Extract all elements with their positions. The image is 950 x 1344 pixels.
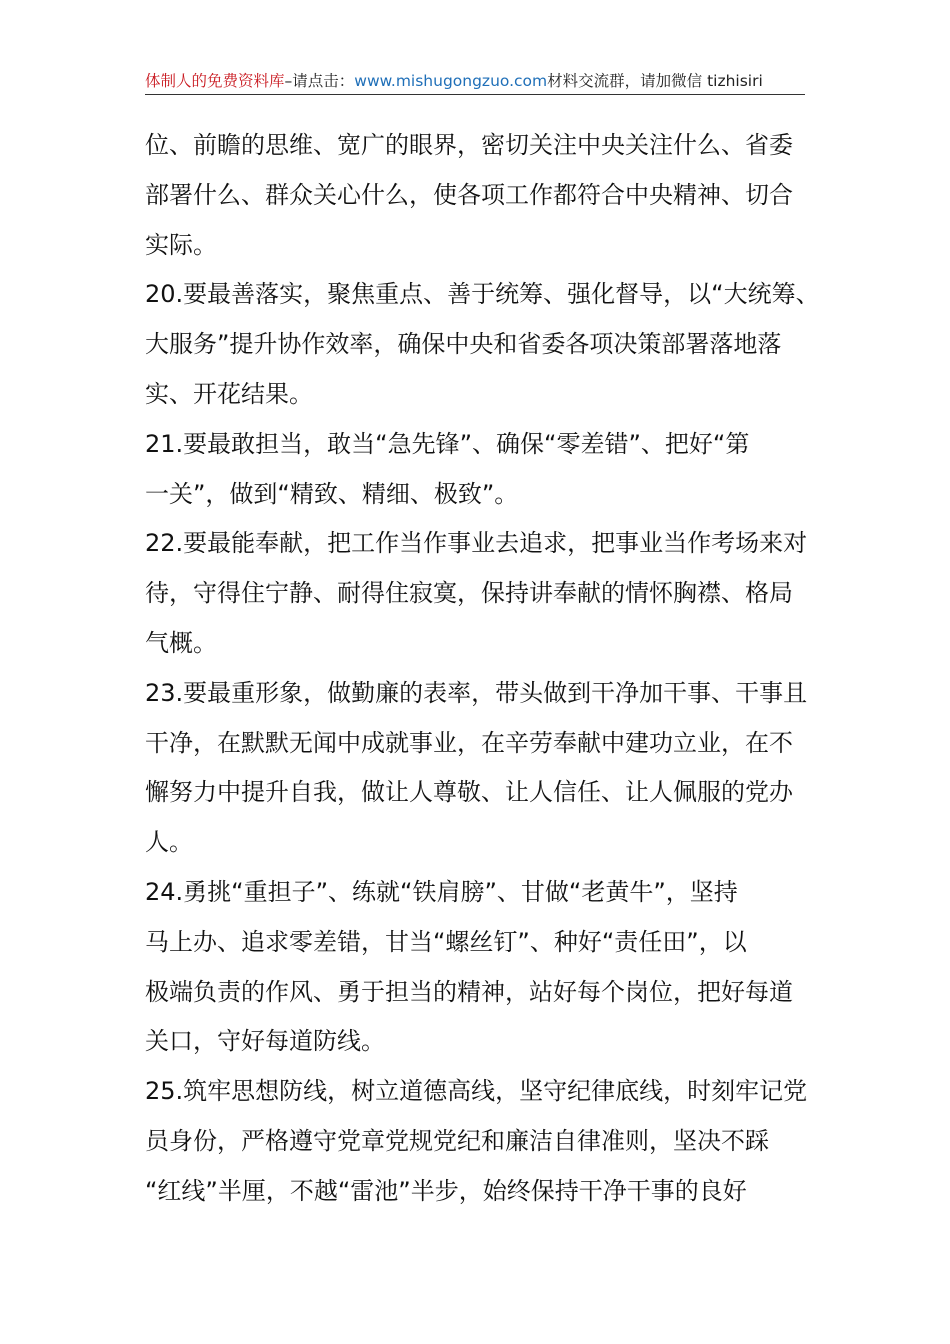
text-line: 干净，在默默无闻中成就事业，在辛劳奉献中建功立业，在不 <box>145 728 793 757</box>
text-line: 25.筑牢思想防线，树立道德高线，坚守纪律底线，时刻牢记党 <box>145 1077 808 1106</box>
document-body <box>145 121 820 1217</box>
text-line: 20.要最善落实，聚焦重点、善于统筹、强化督导，以“大统筹、 <box>145 280 820 309</box>
library-name: 体制人的免费资料库 <box>145 72 285 90</box>
text-line: 23.要最重形象，做勤廉的表率，带头做到干净加干事、干事且 <box>145 678 808 707</box>
text-line: 位、前瞻的思维、宽广的眼界，密切关注中央关注什么、省委 <box>145 131 793 159</box>
text-line: 21.要最敢担当，敢当“急先锋”、确保“零差错”、把好“第 <box>145 429 750 458</box>
text-line: 气概。 <box>145 628 217 657</box>
text-line: 关口，守好每道防线。 <box>145 1027 385 1056</box>
text-line: 实际。 <box>145 230 217 259</box>
text-line: 极端负责的作风、勇于担当的精神，站好每个岗位，把好每道 <box>145 977 793 1006</box>
text-line: “红线”半厘，不越“雷池”半步，始终保持干净干事的良好 <box>145 1176 747 1205</box>
website-link[interactable]: www.mishugongzuo.com <box>354 72 548 90</box>
text-line: 一关”，做到“精致、精细、极致”。 <box>145 479 519 508</box>
text-line: 部署什么、群众关心什么，使各项工作都符合中央精神、切合 <box>145 180 793 209</box>
page-header <box>145 68 805 95</box>
text-line: 懈努力中提升自我，做让人尊敬、让人信任、让人佩服的党办 <box>145 778 793 807</box>
click-prompt: –请点击： <box>284 72 355 90</box>
text-line: 实、开花结果。 <box>145 379 313 408</box>
text-line: 22.要最能奉献，把工作当作事业去追求，把事业当作考场来对 <box>145 529 808 558</box>
text-line: 人。 <box>145 828 193 857</box>
text-line: 马上办、追求零差错，甘当“螺丝钉”、种好“责任田”，以 <box>145 927 747 956</box>
text-line: 大服务”提升协作效率，确保中央和省委各项决策部署落地落 <box>145 330 782 359</box>
group-text: 材料交流群，请加微信 tizhisiri <box>547 72 763 90</box>
text-line: 24.勇挑“重担子”、练就“铁肩膀”、甘做“老黄牛”，坚持 <box>145 877 738 906</box>
text-line: 员身份，严格遵守党章党规党纪和廉洁自律准则，坚决不踩 <box>145 1126 769 1155</box>
text-line: 待，守得住宁静、耐得住寂寞，保持讲奉献的情怀胸襟、格局 <box>145 579 793 608</box>
